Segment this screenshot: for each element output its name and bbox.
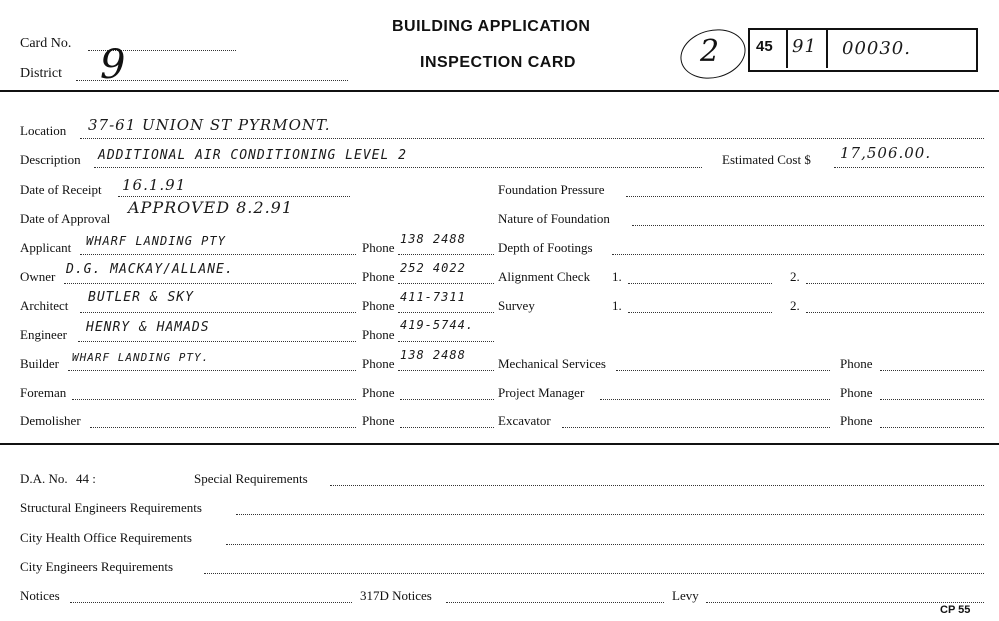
survey-2-label: 2. [790, 298, 800, 313]
location-value: 37-61 UNION ST PYRMONT. [88, 116, 331, 134]
foreman-phone-line [400, 399, 494, 400]
estimated-cost-value: 17,506.00. [840, 144, 932, 162]
engineer-label: Engineer [20, 327, 67, 342]
architect-label: Architect [20, 298, 69, 313]
structural-requirements-label: Structural Engineers Requirements [20, 500, 202, 515]
foreman-label: Foreman [20, 385, 67, 400]
notices-317d-line [446, 602, 664, 603]
date-of-receipt-value: 16.1.91 [122, 176, 187, 194]
engineer-value: HENRY & HAMADS [86, 320, 210, 335]
builder-phone-label: Phone [362, 356, 395, 371]
project-manager-phone-label: Phone [840, 385, 873, 400]
owner-phone-label: Phone [362, 269, 395, 284]
survey-1-line [628, 312, 772, 313]
reference-box-left: 45 [756, 38, 773, 55]
header-divider [0, 90, 999, 92]
survey-2-line [806, 312, 984, 313]
description-label: Description [20, 152, 81, 167]
mechanical-services-line [616, 370, 830, 371]
alignment-check-1-label: 1. [612, 269, 622, 284]
builder-label: Builder [20, 356, 59, 371]
location-label: Location [20, 123, 67, 138]
demolisher-label: Demolisher [20, 413, 81, 428]
survey-1-label: 1. [612, 298, 622, 313]
da-no-label: D.A. No. [20, 471, 68, 486]
card-no-label: Card No. [20, 36, 72, 51]
alignment-check-2-line [806, 283, 984, 284]
date-of-approval-value: APPROVED 8.2.91 [128, 198, 294, 217]
mechanical-services-phone-label: Phone [840, 356, 873, 371]
special-requirements-label: Special Requirements [194, 471, 308, 486]
health-requirements-label: City Health Office Requirements [20, 530, 192, 545]
applicant-phone-line [398, 254, 494, 255]
district-value: 9 [100, 42, 126, 88]
notices-line [70, 602, 352, 603]
mechanical-services-phone-line [880, 370, 984, 371]
alignment-check-1-line [628, 283, 772, 284]
form-code: CP 55 [940, 604, 971, 616]
demolisher-phone-label: Phone [362, 413, 395, 428]
architect-phone-line [398, 312, 494, 313]
architect-phone-label: Phone [362, 298, 395, 313]
owner-line [64, 283, 356, 284]
demolisher-phone-line [400, 427, 494, 428]
reference-box-divider [786, 28, 788, 68]
mechanical-services-label: Mechanical Services [498, 356, 606, 371]
owner-value: D.G. MACKAY/ALLANE. [66, 262, 234, 277]
architect-value: BUTLER & SKY [88, 290, 194, 305]
levy-label: Levy [672, 588, 699, 603]
estimated-cost-line [834, 167, 984, 168]
nature-of-foundation-line [632, 225, 984, 226]
owner-phone-value: 252 4022 [400, 261, 466, 275]
project-manager-line [600, 399, 830, 400]
reference-box-divider [826, 28, 828, 68]
reference-box-right: 00030. [842, 38, 911, 59]
form-title-line2: INSPECTION CARD [420, 54, 576, 71]
foreman-phone-label: Phone [362, 385, 395, 400]
depth-of-footings-label: Depth of Footings [498, 240, 593, 255]
levy-line [706, 602, 984, 603]
description-line [94, 167, 702, 168]
notices-label: Notices [20, 588, 60, 603]
builder-phone-line [398, 370, 494, 371]
applicant-value: WHARF LANDING PTY [86, 234, 226, 248]
project-manager-phone-line [880, 399, 984, 400]
date-of-approval-label: Date of Approval [20, 211, 111, 226]
owner-label: Owner [20, 269, 56, 284]
description-value: ADDITIONAL AIR CONDITIONING LEVEL 2 [98, 148, 407, 163]
date-of-receipt-line [118, 196, 350, 197]
foreman-line [72, 399, 356, 400]
foundation-pressure-label: Foundation Pressure [498, 182, 605, 197]
reference-box-middle: 91 [792, 36, 817, 57]
excavator-line [562, 427, 830, 428]
survey-label: Survey [498, 298, 535, 313]
applicant-line [80, 254, 356, 255]
health-requirements-line [226, 544, 984, 545]
excavator-phone-label: Phone [840, 413, 873, 428]
applicant-label: Applicant [20, 240, 72, 255]
circled-number: 2 [700, 34, 720, 69]
district-label: District [20, 66, 62, 81]
owner-phone-line [398, 283, 494, 284]
applicant-phone-value: 138 2488 [400, 232, 466, 246]
section-divider [0, 443, 999, 445]
demolisher-line [90, 427, 356, 428]
city-engineers-requirements-label: City Engineers Requirements [20, 559, 174, 574]
city-engineers-requirements-line [204, 573, 984, 574]
structural-requirements-line [236, 514, 984, 515]
project-manager-label: Project Manager [498, 385, 585, 400]
architect-phone-value: 411-7311 [400, 290, 466, 304]
engineer-line [78, 341, 356, 342]
form-title-line1: BUILDING APPLICATION [392, 18, 591, 35]
location-line [80, 138, 984, 139]
special-requirements-line [330, 485, 984, 486]
estimated-cost-label: Estimated Cost $ [722, 152, 811, 167]
alignment-check-label: Alignment Check [498, 269, 591, 284]
builder-value: WHARF LANDING PTY. [72, 351, 210, 364]
builder-phone-value: 138 2488 [400, 348, 466, 362]
engineer-phone-line [398, 341, 494, 342]
notices-317d-label: 317D Notices [360, 588, 432, 603]
engineer-phone-label: Phone [362, 327, 395, 342]
alignment-check-2-label: 2. [790, 269, 800, 284]
depth-of-footings-line [612, 254, 984, 255]
applicant-phone-label: Phone [362, 240, 395, 255]
builder-line [68, 370, 356, 371]
da-no-value: 44 : [76, 471, 96, 486]
engineer-phone-value: 419-5744. [400, 318, 475, 332]
date-of-receipt-label: Date of Receipt [20, 182, 102, 197]
foundation-pressure-line [626, 196, 984, 197]
architect-line [80, 312, 356, 313]
excavator-label: Excavator [498, 413, 551, 428]
nature-of-foundation-label: Nature of Foundation [498, 211, 610, 226]
excavator-phone-line [880, 427, 984, 428]
